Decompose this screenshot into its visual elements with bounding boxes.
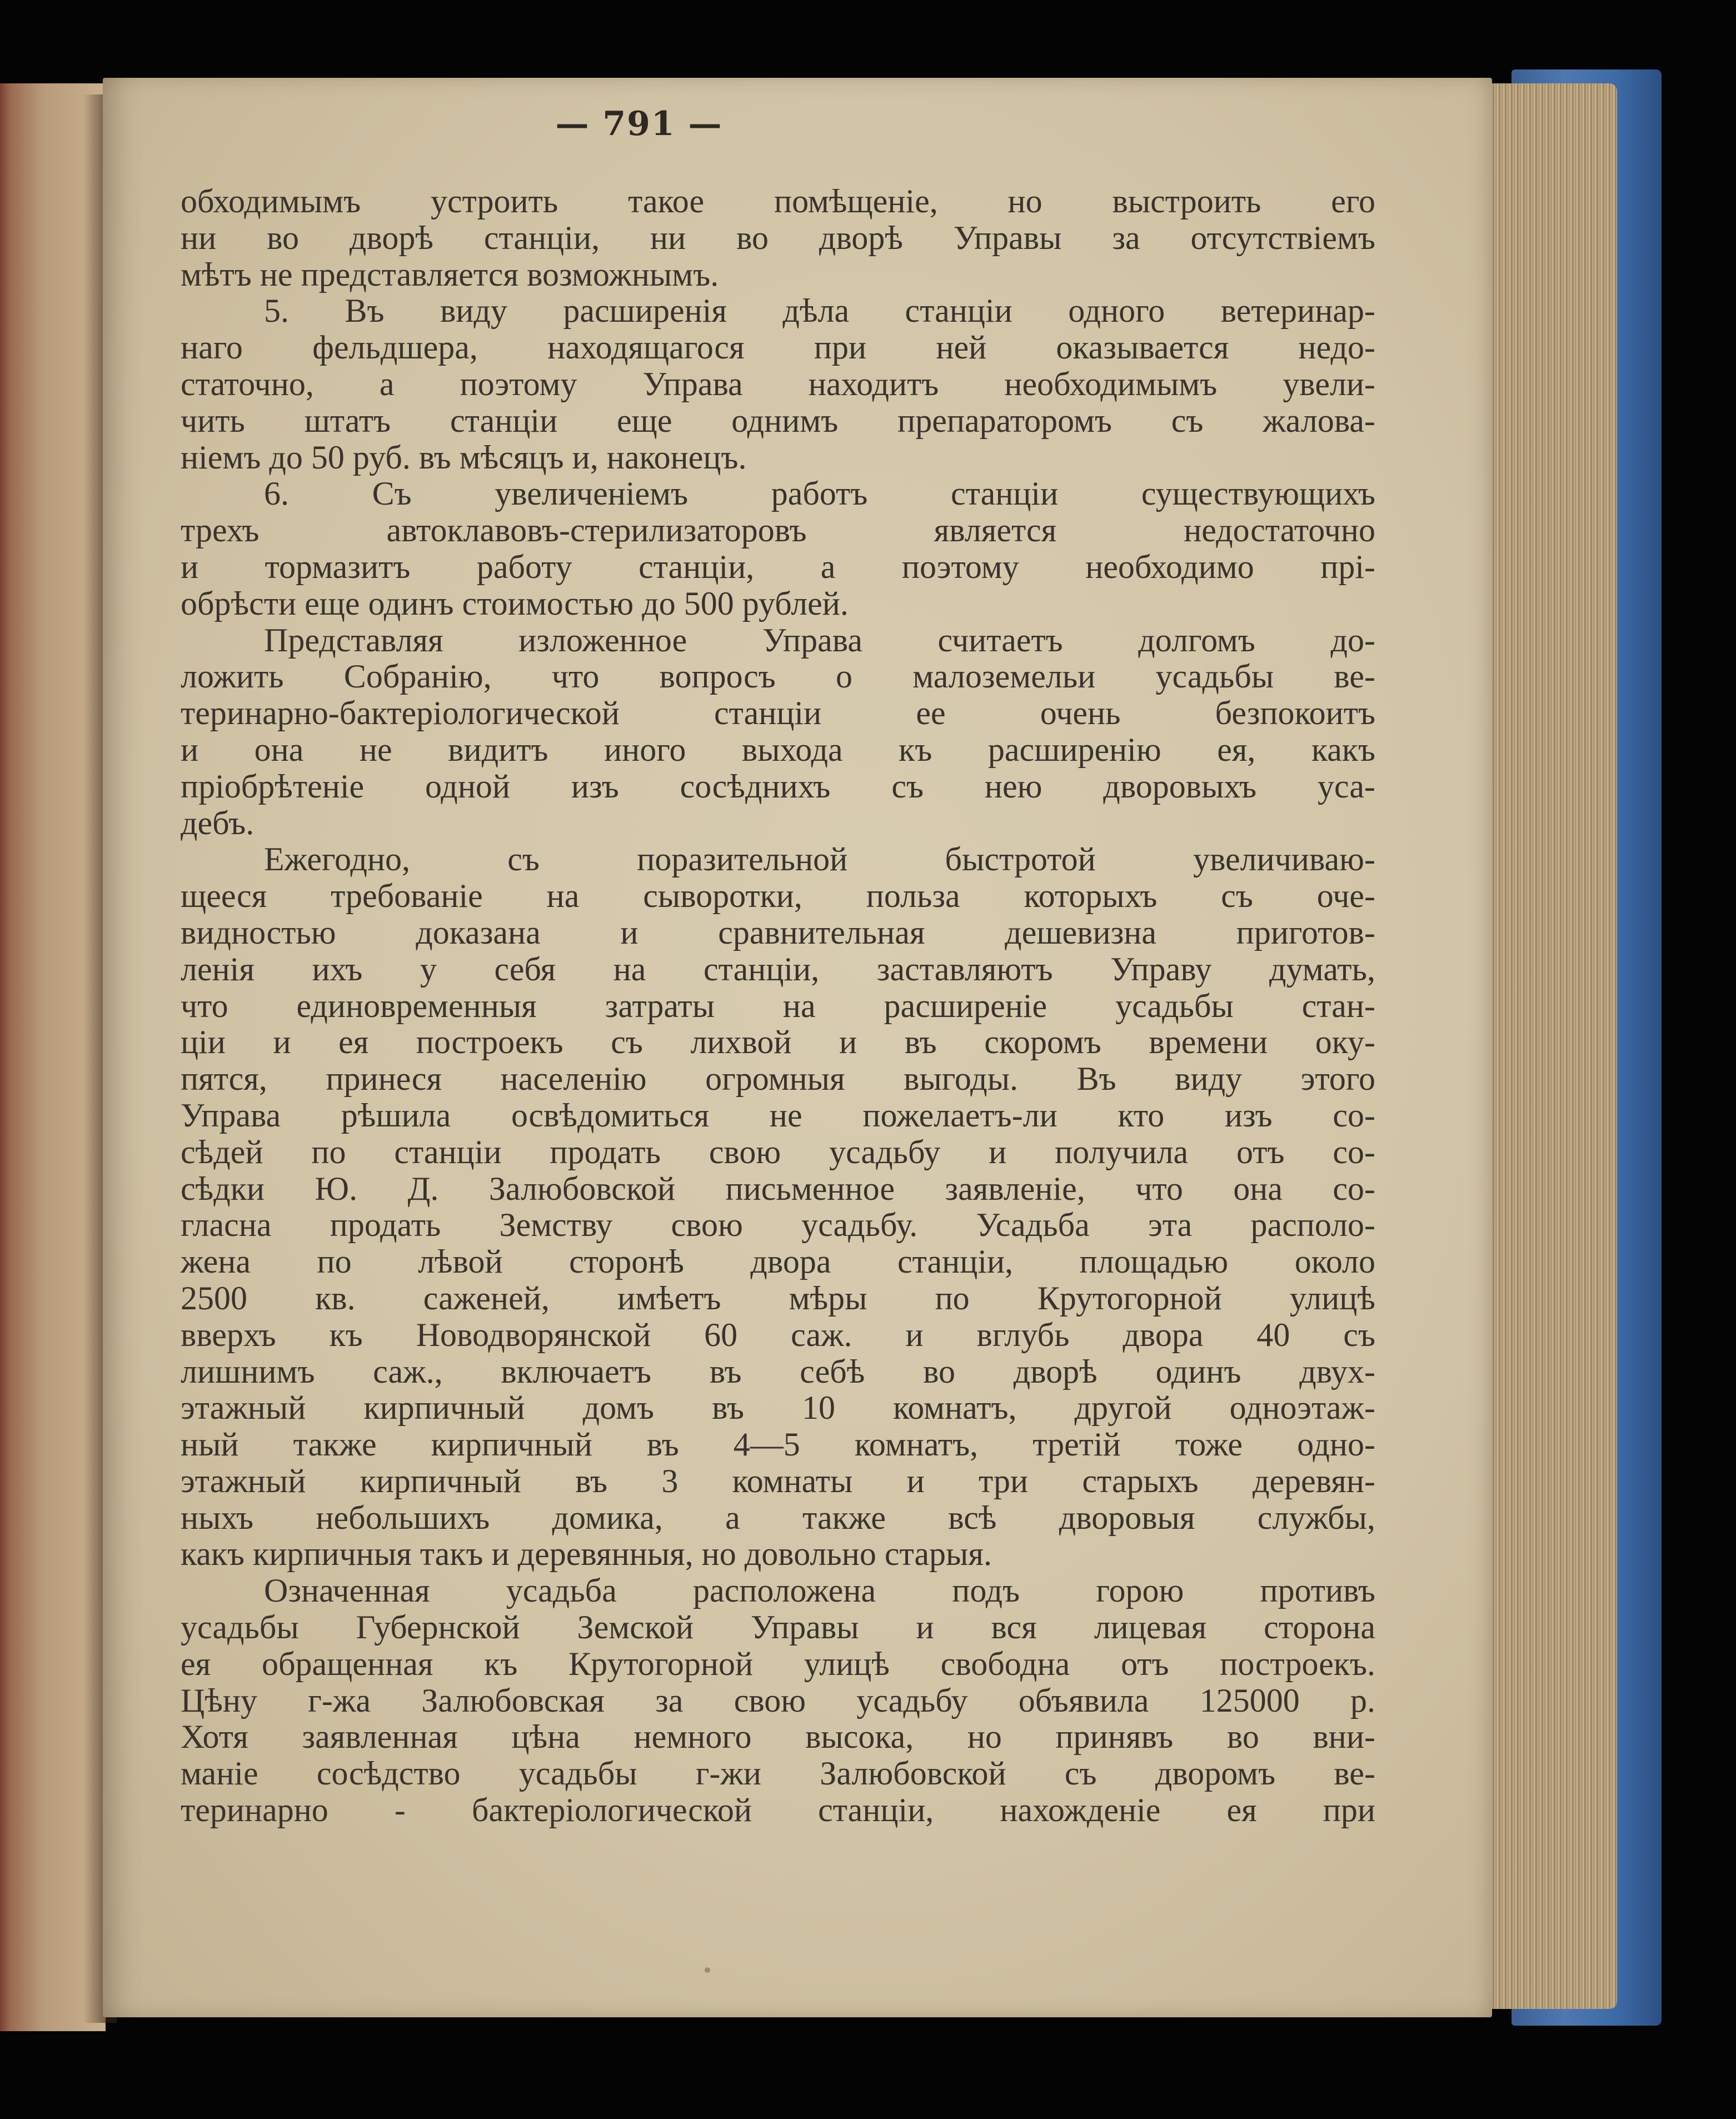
text-line: обрѣсти еще одинъ стоимостью до 500 рублей. bbox=[181, 585, 849, 622]
text-line: трехъ автоклавовъ-стерилизаторовъ является недостаточно bbox=[181, 512, 1375, 549]
text-line: ціи и ея построекъ съ лихвой и въ скоромъ времени оку- bbox=[181, 1024, 1375, 1061]
text-line: дебъ. bbox=[181, 804, 255, 841]
text-line: теринарно - бактеріологической станціи, нахожденіе ея при bbox=[181, 1792, 1375, 1829]
text-line: что единовременныя затраты на расширеніе усадьбы стан- bbox=[181, 987, 1375, 1024]
text-line: ный также кирпичный въ 4—5 комнатъ, третій тоже одно- bbox=[181, 1426, 1375, 1463]
text-line: 2500 кв. саженей, имѣетъ мѣры по Крутогорной улицѣ bbox=[181, 1279, 1375, 1317]
text-line: наго фельдшера, находящагося при ней оказывается недо- bbox=[181, 329, 1375, 366]
page-number: — 791 — bbox=[555, 104, 723, 143]
text-line: ныхъ небольшихъ домика, а также всѣ дворовыя службы, bbox=[181, 1499, 1375, 1536]
text-line: усадьбы Губернской Земской Управы и вся лицевая сторона bbox=[181, 1609, 1375, 1646]
text-line: Цѣну г-жа Залюбовская за свою усадьбу объявила 125000 р. bbox=[181, 1682, 1375, 1719]
text-line: щееся требованіе на сыворотки, польза которыхъ съ оче- bbox=[181, 877, 1375, 915]
text-line: маніе сосѣдство усадьбы г-жи Залюбовской съ дворомъ ве- bbox=[181, 1755, 1375, 1792]
text-line: ложить Собранію, что вопросъ о малоземельи усадьбы ве- bbox=[181, 658, 1375, 695]
text-line: пріобрѣтеніе одной изъ сосѣднихъ съ нею дворовыхъ уса- bbox=[181, 767, 1375, 805]
text-line: сѣдей по станціи продать свою усадьбу и получила отъ со- bbox=[181, 1133, 1375, 1170]
text-line: Представляя изложенное Управа считаетъ долгомъ до- bbox=[264, 621, 1375, 659]
text-line: Хотя заявленная цѣна немного высока, но принявъ во вни- bbox=[181, 1718, 1375, 1756]
text-line: чить штатъ станціи еще однимъ препараторомъ съ жалова- bbox=[181, 402, 1375, 439]
text-line: обходимымъ устроить такое помѣщеніе, но выстроить его bbox=[181, 183, 1375, 220]
text-line: этажный кирпичный домъ въ 10 комнатъ, другой одноэтаж- bbox=[181, 1389, 1375, 1427]
text-line: гласна продать Земству свою усадьбу. Усадьба эта располо- bbox=[181, 1206, 1375, 1244]
text-line: теринарно-бактеріологической станціи ее очень безпокоитъ bbox=[181, 695, 1375, 732]
text-line: ни во дворѣ станціи, ни во дворѣ Управы за отсутствіемъ bbox=[181, 219, 1375, 256]
text-line: статочно, а поэтому Управа находитъ необходимымъ увели- bbox=[181, 365, 1375, 402]
text-line: Управа рѣшила освѣдомиться не пожелаетъ-ли кто изъ со- bbox=[181, 1096, 1375, 1134]
text-line: сѣдки Ю. Д. Залюбовской письменное заявленіе, что она со- bbox=[181, 1170, 1375, 1207]
text-line: 6. Съ увеличеніемъ работъ станціи существующихъ bbox=[264, 475, 1375, 512]
text-line: видностью доказана и сравнительная дешевизна приготов- bbox=[181, 914, 1375, 951]
text-line: ея обращенная къ Крутогорной улицѣ свободна отъ построекъ. bbox=[181, 1645, 1375, 1682]
text-line: мѣтъ не представляется возможнымъ. bbox=[181, 256, 719, 293]
text-line: лишнимъ саж., включаетъ въ себѣ во дворѣ одинъ двух- bbox=[181, 1353, 1375, 1390]
text-line: какъ кирпичныя такъ и деревянныя, но довольно старыя. bbox=[181, 1535, 992, 1573]
text-line: и тормазитъ работу станціи, а поэтому необходимо прі- bbox=[181, 548, 1375, 585]
text-line: Означенная усадьба расположена подъ горою противъ bbox=[264, 1572, 1375, 1609]
text-line: Ежегодно, съ поразительной быстротой увеличиваю- bbox=[264, 841, 1375, 878]
text-line: этажный кирпичный въ 3 комнаты и три старыхъ деревян- bbox=[181, 1462, 1375, 1499]
page-edges bbox=[1478, 83, 1617, 2009]
body-text bbox=[181, 183, 1375, 1829]
document-page bbox=[103, 78, 1492, 2017]
text-line: вверхъ къ Новодворянской 60 саж. и вглубь двора 40 съ bbox=[181, 1316, 1375, 1353]
text-line: ніемъ до 50 руб. въ мѣсяцъ и, наконецъ. bbox=[181, 438, 747, 476]
text-line: 5. Въ виду расширенія дѣла станціи одного ветеринар- bbox=[264, 292, 1375, 330]
paper-speck bbox=[705, 1967, 710, 1973]
text-line: жена по лѣвой сторонѣ двора станціи, площадью около bbox=[181, 1243, 1375, 1280]
text-line: пятся, принеся населенію огромныя выгоды. Въ виду этого bbox=[181, 1060, 1375, 1098]
text-line: и она не видитъ иного выхода къ расширенію ея, какъ bbox=[181, 731, 1375, 768]
text-line: ленія ихъ у себя на станціи, заставляютъ Управу думать, bbox=[181, 950, 1375, 988]
